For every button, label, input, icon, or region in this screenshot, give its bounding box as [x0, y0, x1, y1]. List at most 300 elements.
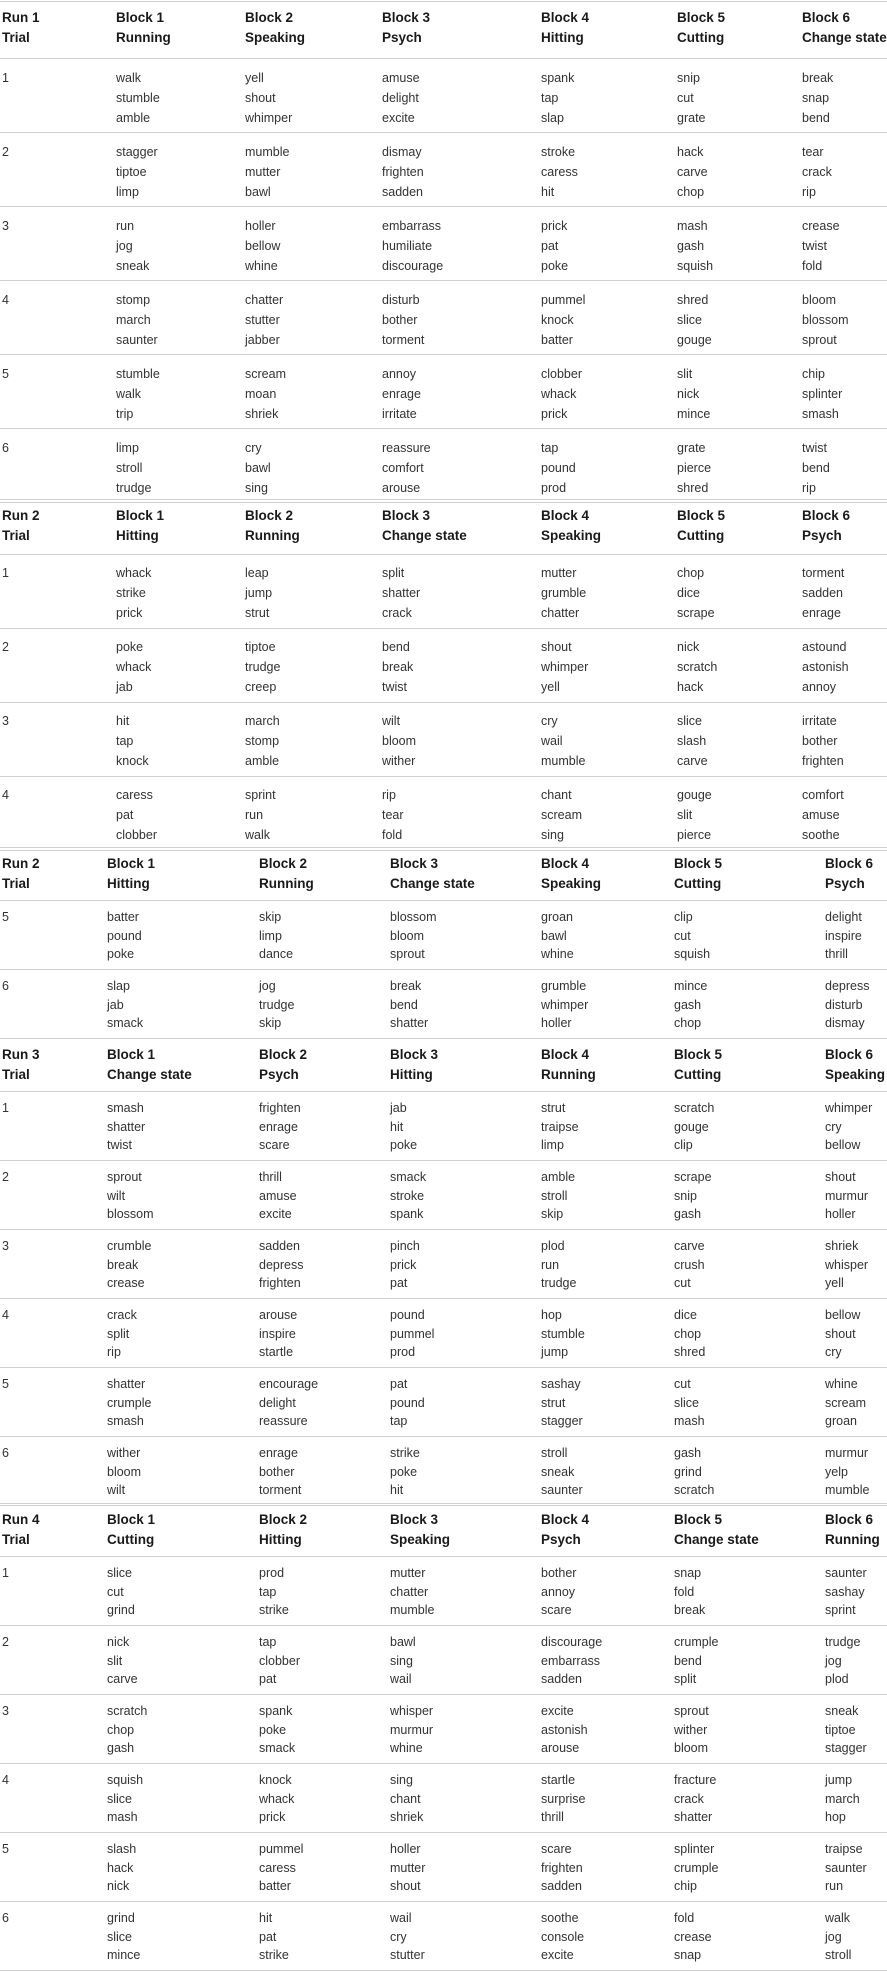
verb-word: whisper — [390, 1704, 434, 1718]
word-cell — [541, 1375, 583, 1431]
verb-word: break — [390, 979, 422, 993]
verb-word: bellow — [245, 239, 281, 253]
row-rule — [0, 969, 887, 970]
word-cell — [677, 563, 715, 623]
verb-word: walk — [116, 387, 142, 401]
verb-word: chip — [802, 367, 825, 381]
verb-word: depress — [259, 1257, 304, 1272]
row-rule — [0, 1694, 887, 1695]
trial-number: 6 — [2, 441, 9, 455]
word-cell — [390, 1099, 417, 1155]
block-category: Cutting — [674, 1067, 722, 1082]
row-rule — [0, 1763, 887, 1764]
verb-word: jog — [116, 239, 133, 253]
word-cell — [541, 1633, 602, 1689]
verb-word: hop — [825, 1810, 846, 1824]
verb-word: chip — [674, 1879, 697, 1893]
table-row — [0, 1909, 887, 1970]
verb-word: crumple — [674, 1635, 719, 1649]
word-cell — [802, 364, 842, 424]
verb-word: shred — [674, 1345, 706, 1359]
verb-word: walk — [116, 71, 142, 85]
word-cell — [382, 68, 420, 128]
verb-word: jab — [390, 1101, 407, 1115]
verb-word: break — [382, 660, 414, 674]
verb-word: shatter — [107, 1119, 146, 1134]
verb-word: strut — [245, 606, 270, 620]
verb-word: whine — [245, 259, 278, 273]
verb-word: nick — [107, 1879, 130, 1893]
verb-word: cut — [674, 1276, 691, 1290]
verb-word: stomp — [245, 734, 280, 748]
verb-word: dance — [259, 947, 294, 961]
run-header — [2, 1045, 40, 1085]
block-category: Hitting — [541, 30, 584, 45]
block-category: Psych — [825, 876, 865, 891]
trial-number: 5 — [2, 910, 9, 924]
row-rule — [0, 1298, 887, 1299]
trial-number: 1 — [2, 1566, 9, 1580]
word-cell — [245, 438, 271, 498]
word-cell — [541, 290, 585, 350]
verb-word: mince — [674, 979, 708, 993]
block-number: Block 6 — [802, 508, 851, 523]
trial-column-label: Trial — [2, 876, 30, 891]
verb-word: slice — [107, 1791, 133, 1806]
block-header — [541, 1045, 596, 1085]
word-cell — [802, 68, 833, 128]
verb-word: tap — [390, 1414, 408, 1428]
verb-word: mutter — [390, 1566, 426, 1580]
word-cell — [825, 1237, 868, 1293]
word-cell — [541, 1564, 576, 1620]
trial-number: 3 — [2, 1704, 9, 1718]
word-cell — [259, 977, 294, 1033]
verb-word: stumble — [116, 367, 160, 381]
verb-word: whine — [390, 1741, 423, 1755]
verb-word: rip — [802, 481, 816, 495]
word-cell — [259, 1840, 303, 1896]
verb-word: tap — [259, 1584, 277, 1599]
verb-word: hit — [541, 185, 555, 199]
block-header — [116, 8, 171, 48]
block-number: Block 5 — [674, 1512, 723, 1527]
block-number: Block 4 — [541, 10, 590, 25]
verb-word: mumble — [245, 145, 290, 159]
verb-word: dice — [677, 586, 700, 600]
verb-word: tiptoe — [825, 1722, 856, 1737]
word-cell — [390, 1306, 434, 1362]
run-header — [2, 8, 40, 48]
verb-word: torment — [259, 1483, 302, 1497]
table-row — [0, 1306, 887, 1367]
verb-word: pound — [107, 928, 142, 943]
section-top-rule — [0, 847, 887, 848]
verb-word: whack — [541, 387, 577, 401]
block-category: Speaking — [541, 876, 602, 891]
verb-word: tap — [541, 91, 559, 105]
word-cell — [541, 142, 578, 202]
verb-word: shout — [541, 640, 572, 654]
word-cell — [107, 1840, 136, 1896]
word-cell — [825, 1909, 851, 1965]
word-cell — [674, 977, 707, 1033]
block-category: Speaking — [541, 528, 602, 543]
verb-word: disturb — [382, 293, 420, 307]
verb-word: stroll — [825, 1948, 852, 1962]
word-cell — [116, 563, 151, 623]
verb-word: trudge — [245, 660, 281, 674]
verb-word: skip — [259, 1016, 282, 1030]
table-row — [0, 1840, 887, 1901]
table-row — [0, 1771, 887, 1832]
word-cell — [116, 364, 160, 424]
verb-word: strut — [541, 1395, 566, 1410]
verb-word: crumple — [107, 1395, 152, 1410]
verb-word: limp — [116, 441, 139, 455]
word-cell — [116, 216, 149, 276]
block-number: Block 2 — [245, 508, 294, 523]
verb-word: twist — [382, 680, 407, 694]
verb-word: slap — [107, 979, 130, 993]
trial-number: 4 — [2, 293, 9, 307]
verb-word: poke — [541, 259, 569, 273]
verb-word: stroll — [541, 1188, 568, 1203]
word-cell — [116, 637, 151, 697]
verb-word: holler — [825, 1207, 856, 1221]
block-number: Block 1 — [107, 1512, 156, 1527]
block-header — [802, 8, 887, 48]
word-cell — [541, 68, 574, 128]
verb-word: plod — [825, 1672, 849, 1686]
block-header — [541, 854, 601, 894]
block-category: Cutting — [674, 876, 722, 891]
word-cell — [107, 1099, 145, 1155]
verb-word: stroke — [390, 1188, 425, 1203]
verb-word: sadden — [541, 1672, 583, 1686]
verb-word: chant — [390, 1791, 421, 1806]
row-rule — [0, 1832, 887, 1833]
verb-word: stroke — [541, 145, 576, 159]
verb-word: trudge — [259, 997, 295, 1012]
verb-word: amuse — [382, 71, 420, 85]
word-cell — [541, 364, 582, 424]
block-category: Psych — [541, 1532, 581, 1547]
block-category: Speaking — [825, 1067, 886, 1082]
word-cell — [825, 1702, 867, 1758]
block-category: Running — [825, 1532, 880, 1547]
block-header — [825, 854, 873, 894]
verb-word: grate — [677, 111, 706, 125]
verb-word: holler — [245, 219, 276, 233]
word-cell — [825, 1375, 866, 1431]
word-cell — [382, 364, 421, 424]
verb-word: chop — [677, 185, 705, 199]
verb-word: jog — [825, 1929, 842, 1944]
verb-word: carve — [674, 1239, 705, 1253]
verb-word: twist — [107, 1138, 132, 1152]
word-cell — [802, 785, 844, 845]
verb-word: sprint — [825, 1603, 856, 1617]
row-rule — [0, 502, 887, 503]
word-cell — [116, 711, 149, 771]
word-cell — [825, 1444, 869, 1500]
word-cell — [677, 438, 711, 498]
verb-word: scratch — [107, 1704, 148, 1718]
table-row — [0, 1237, 887, 1298]
verb-word: frighten — [541, 1860, 583, 1875]
verb-word: batter — [259, 1879, 291, 1893]
verb-word: cut — [674, 928, 691, 943]
verb-word: sing — [541, 828, 564, 842]
word-cell — [259, 1444, 301, 1500]
verb-word: bother — [802, 734, 838, 748]
verb-word: pat — [390, 1377, 408, 1391]
verb-word: enrage — [259, 1446, 298, 1460]
block-category: Change state — [802, 30, 887, 45]
verb-word: knock — [116, 754, 149, 768]
word-cell — [541, 1237, 576, 1293]
verb-word: chop — [677, 566, 705, 580]
verb-word: tap — [259, 1635, 277, 1649]
table-row — [0, 1168, 887, 1229]
block-header — [107, 854, 155, 894]
trial-column-label: Trial — [2, 528, 30, 543]
block-number: Block 3 — [390, 1512, 439, 1527]
verb-word: tap — [541, 441, 559, 455]
verb-word: stomp — [116, 293, 151, 307]
row-rule — [0, 702, 887, 703]
word-cell — [245, 563, 272, 623]
verb-word: poke — [107, 947, 135, 961]
verb-word: blossom — [107, 1207, 154, 1221]
word-cell — [245, 637, 280, 697]
word-cell — [107, 1909, 140, 1965]
verb-word: whisper — [825, 1257, 869, 1272]
word-cell — [390, 908, 437, 964]
word-cell — [116, 142, 158, 202]
verb-word: bend — [674, 1653, 702, 1668]
verb-word: prod — [259, 1566, 285, 1580]
verb-word: thrill — [259, 1170, 282, 1184]
verb-word: hack — [677, 680, 704, 694]
verb-word: whack — [259, 1791, 295, 1806]
verb-word: disturb — [825, 997, 863, 1012]
verb-word: scratch — [674, 1483, 715, 1497]
word-cell — [259, 1771, 294, 1827]
verb-word: thrill — [825, 947, 848, 961]
verb-word: snap — [674, 1948, 702, 1962]
block-category: Hitting — [259, 1532, 302, 1547]
verb-word: fold — [674, 1584, 695, 1599]
verb-word: prod — [541, 481, 567, 495]
word-cell — [674, 1633, 718, 1689]
word-cell — [802, 711, 844, 771]
word-cell — [541, 216, 568, 276]
verb-word: chatter — [390, 1584, 429, 1599]
verb-word: holler — [390, 1842, 421, 1856]
verb-word: yell — [245, 71, 264, 85]
word-cell — [390, 1633, 416, 1689]
word-cell — [107, 1771, 143, 1827]
verb-word: strike — [116, 586, 146, 600]
verb-word: chatter — [245, 293, 284, 307]
verb-word: inspire — [259, 1326, 296, 1341]
table-row — [0, 438, 887, 502]
block-category: Change state — [107, 1067, 192, 1082]
verb-word: wail — [390, 1672, 412, 1686]
row-rule — [0, 1505, 887, 1506]
block-header — [677, 506, 725, 546]
block-header — [541, 1510, 589, 1550]
block-category: Running — [116, 30, 171, 45]
verb-word: dismay — [825, 1016, 865, 1030]
verb-word: amble — [245, 754, 280, 768]
verb-word: tiptoe — [116, 165, 147, 179]
trial-column-label: Trial — [2, 1532, 30, 1547]
verb-word: bawl — [390, 1635, 416, 1649]
word-cell — [390, 1237, 420, 1293]
block-category: Speaking — [245, 30, 306, 45]
verb-word: batter — [541, 333, 573, 347]
verb-word: shout — [825, 1326, 856, 1341]
word-cell — [382, 438, 431, 498]
verb-word: strike — [390, 1446, 420, 1460]
verb-word: wilt — [107, 1483, 126, 1497]
verb-word: traipse — [541, 1119, 579, 1134]
verb-word: prick — [259, 1810, 286, 1824]
verb-word: bother — [382, 313, 418, 327]
verb-word: bloom — [674, 1741, 709, 1755]
block-number: Block 6 — [825, 1512, 874, 1527]
verb-word: stumble — [116, 91, 160, 105]
verb-word: sneak — [116, 259, 150, 273]
verb-word: pat — [390, 1276, 408, 1290]
verb-word: clip — [674, 910, 693, 924]
verb-word: frighten — [802, 754, 844, 768]
verb-word: slit — [677, 808, 693, 822]
verb-word: stagger — [825, 1741, 867, 1755]
block-number: Block 2 — [245, 10, 294, 25]
verb-word: slice — [677, 714, 703, 728]
block-header — [382, 506, 467, 546]
verb-word: mince — [107, 1948, 141, 1962]
verb-word: squish — [107, 1773, 144, 1787]
section-top-rule — [0, 1, 887, 2]
verb-word: bloom — [390, 928, 425, 943]
trial-number: 6 — [2, 1911, 9, 1925]
verb-word: pat — [541, 239, 559, 253]
row-rule — [0, 1367, 887, 1368]
trial-number: 3 — [2, 1239, 9, 1253]
verb-word: amuse — [259, 1188, 297, 1203]
verb-word: yell — [825, 1276, 844, 1290]
word-cell — [541, 977, 588, 1033]
word-cell — [541, 438, 576, 498]
block-category: Cutting — [677, 30, 725, 45]
block-category: Cutting — [107, 1532, 155, 1547]
verb-word: nick — [107, 1635, 130, 1649]
verb-word: smash — [107, 1414, 144, 1428]
verb-word: caress — [259, 1860, 296, 1875]
word-cell — [382, 711, 416, 771]
verb-word: twist — [802, 441, 827, 455]
verb-word: mince — [677, 407, 711, 421]
verb-word: slice — [677, 313, 703, 327]
word-cell — [674, 908, 710, 964]
block-category: Psych — [382, 30, 422, 45]
verb-word: fold — [802, 259, 823, 273]
verb-word: leap — [245, 566, 269, 580]
verb-word: sing — [390, 1653, 413, 1668]
header-rule — [0, 554, 887, 555]
block-category: Running — [245, 528, 300, 543]
word-cell — [825, 1564, 867, 1620]
word-cell — [107, 1564, 135, 1620]
block-header — [825, 1045, 885, 1085]
verb-word: crack — [674, 1791, 704, 1806]
verb-word: hit — [390, 1119, 404, 1134]
table-row — [0, 977, 887, 1038]
verb-word: comfort — [382, 461, 424, 475]
verb-word: bawl — [245, 185, 271, 199]
word-cell — [541, 1306, 585, 1362]
word-cell — [245, 142, 289, 202]
verb-word: prick — [541, 219, 568, 233]
verb-word: smack — [107, 1016, 144, 1030]
word-cell — [382, 637, 413, 697]
word-cell — [116, 68, 160, 128]
trial-number: 5 — [2, 1842, 9, 1856]
word-cell — [245, 216, 280, 276]
trial-column-label: Trial — [2, 1067, 30, 1082]
table-row — [0, 1375, 887, 1436]
verb-word: tear — [802, 145, 824, 159]
verb-word: jabber — [245, 333, 280, 347]
verb-word: enrage — [259, 1119, 298, 1134]
verb-word: saunter — [825, 1860, 867, 1875]
verb-word: soothe — [541, 1911, 579, 1925]
word-cell — [259, 1237, 303, 1293]
word-cell — [677, 142, 708, 202]
word-cell — [259, 1909, 289, 1965]
trial-number: 2 — [2, 145, 9, 159]
block-number: Block 3 — [382, 10, 431, 25]
verb-word: sprout — [802, 333, 837, 347]
verb-word: chatter — [541, 606, 580, 620]
verb-word: comfort — [802, 788, 844, 802]
verb-word: cut — [674, 1377, 691, 1391]
verb-word: slice — [107, 1566, 133, 1580]
verb-word: whack — [116, 660, 152, 674]
block-category: Hitting — [116, 528, 159, 543]
word-cell — [802, 637, 849, 697]
verb-word: discourage — [382, 259, 444, 273]
verb-word: mash — [677, 219, 708, 233]
verb-word: limp — [541, 1138, 564, 1152]
trial-number: 3 — [2, 219, 9, 233]
verb-word: trudge — [541, 1276, 577, 1290]
verb-word: clip — [674, 1138, 693, 1152]
block-header — [259, 854, 314, 894]
verb-word: sprout — [674, 1704, 709, 1718]
word-cell — [674, 1099, 714, 1155]
verb-word: blossom — [802, 313, 849, 327]
verb-word: run — [116, 219, 135, 233]
verb-word: shatter — [382, 586, 421, 600]
verb-word: hit — [116, 714, 130, 728]
verb-word: splinter — [674, 1842, 715, 1856]
